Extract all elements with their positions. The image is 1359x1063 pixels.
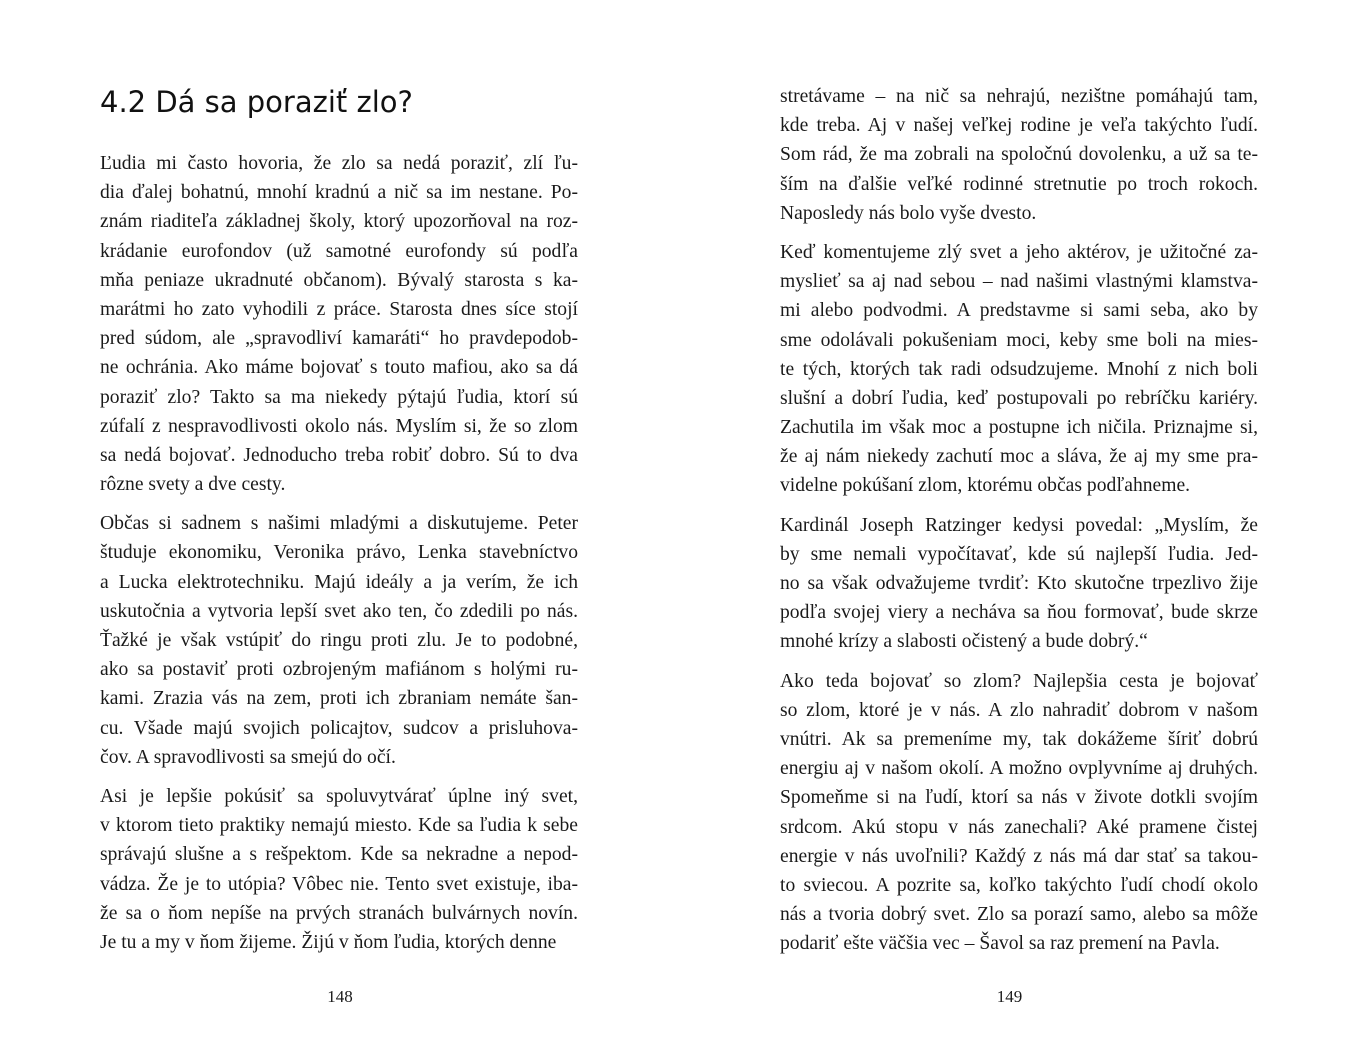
text-line: pred súdom, ale „spravodliví kamaráti“ ho pravdepodob- [100,328,578,350]
paragraph [100,149,578,499]
text-line: vnútri. Ak sa premeníme my, tak dokážeme šíriť dobrú [780,728,1258,750]
paragraph-gap [780,228,1258,238]
text-line: energiu aj v našom okolí. A možno ovplyvníme aj druhých. [780,758,1258,780]
text-line: že sa o ňom nepíše na prvých stranách bulvárnych novín. [100,902,578,924]
paragraph-gap [780,501,1258,511]
text-line: marátmi ho zato vyhodili z práce. Starosta dnes síce stojí [100,298,578,320]
text-line: by sme nemali vypočítavať, kde sú najlepší ľudia. Jed- [780,543,1258,565]
text-line: Asi je lepšie pokúsiť sa spoluvytvárať úplne iný svet, [100,785,578,807]
text-line: te tých, ktorých tak radi odsudzujeme. Mnohí z nich boli [780,358,1258,380]
paragraph [780,511,1258,657]
text-line: kde treba. Aj v našej veľkej rodine je veľa takýchto ľudí. [780,115,1258,137]
right-page [680,0,1359,1063]
text-line: v ktorom tieto praktiky nemajú miesto. Kde sa ľudia k sebe [100,815,578,837]
text-line: to sviecou. A pozrite sa, koľko takýchto ľudí chodí okolo [780,874,1258,896]
paragraph-gap [100,772,578,782]
text-line: mi alebo podvodmi. A predstavme si sami seba, ako by [780,300,1258,322]
text-line: Ako teda bojovať so zlom? Najlepšia cesta je bojovať [780,670,1258,692]
text-line: ne ochránia. Ako máme bojovať s touto mafiou, ako sa dá [100,357,578,379]
text-line: kami. Zrazia vás na zem, proti ich zbraniam nemáte šan- [100,688,578,710]
text-line: slušní a dobrí ľudia, keď postupovali po rebríčku kariéry. [780,387,1258,409]
text-line: podariť ešte väčšia vec – Šavol sa raz premení na Pavla. [780,933,1220,955]
text-line: uskutočnia a vytvoria lepší svet ako ten, čo zdedili po nás. [100,600,578,622]
text-line: cu. Všade majú svojich policajtov, sudcov a prisluhova- [100,717,578,739]
page-number-right: 149 [996,987,1023,1006]
paragraph [780,667,1258,959]
text-line: poraziť zlo? Takto sa ma niekedy pýtajú ľudia, ktorí sú [100,386,578,408]
paragraph [100,782,578,957]
text-line: správajú slušne a s rešpektom. Kde sa nekradne a nepod- [100,844,578,866]
text-line: Som rád, že ma zobrali na spoločnú dovolenku, a už sa te- [780,144,1258,166]
paragraph-gap [780,657,1258,667]
text-line: mňa peniaze ukradnuté občanom). Bývalý starosta s ka- [100,269,578,291]
text-line: Spomeňme si na ľudí, ktorí sa nás v živote dotkli svojím [780,787,1258,809]
text-line: Zachutila im však moc a postupne ich ničila. Priznajme si, [780,417,1258,439]
text-line: sa nedá bojovať. Jednoducho treba robiť dobro. Sú to dva [100,444,578,466]
text-line: mnohé krízy a slabosti očistený a bude dobrý.“ [780,631,1148,653]
text-line: nás a tvoria dobrý svet. Zlo sa porazí samo, alebo sa môže [780,904,1258,926]
text-line: ším na ďalšie veľké rodinné stretnutie po troch rokoch. [780,173,1258,195]
text-line: dia ďalej bohatnú, mnohí kradnú a nič sa im nestane. Po- [100,182,578,204]
right-page-text [780,82,1258,958]
text-line: krádanie eurofondov (už samotné eurofondy sú podľa [100,240,578,262]
text-line: myslieť sa aj nad sebou – nad našimi vlastnými klamstva- [780,271,1258,293]
text-line: že aj nám niekedy zachutí moc a sláva, že aj my sme pra- [780,446,1258,468]
text-line: no sa však odvažujeme tvrdiť: Kto skutočne trpezlivo žije [780,573,1258,594]
text-line: rôzne svety a dve cesty. [100,474,286,496]
text-line: Ťažké je však vstúpiť do ringu proti zlu. Je to podobné, [100,630,578,651]
left-page-text [100,149,578,957]
text-line: energie v nás uvoľnili? Každý z nás má dar stať sa takou- [780,845,1258,867]
text-line: a Lucka elektrotechniku. Majú ideály a ja verím, že ich [100,571,578,593]
paragraph-gap [100,499,578,509]
text-line: zúfalí z nespravodlivosti okolo nás. Myslím si, že so zlom [100,415,578,437]
text-line: Kardinál Joseph Ratzinger kedysi povedal: „Myslím, že [780,514,1258,536]
text-line: znám riaditeľa základnej školy, ktorý upozorňoval na roz- [100,211,578,233]
text-line: študuje ekonomiku, Veronika právo, Lenka stavebníctvo [100,542,578,564]
page-number-left: 148 [327,987,353,1006]
text-line: podľa svojej viery a necháva sa ňou formovať, bude skrze [780,602,1258,624]
text-line: vádza. Že je to utópia? Vôbec nie. Tento svet existuje, iba- [100,873,578,895]
text-line: videlne pokúšaní zlom, ktorému občas podľahneme. [780,475,1191,497]
text-line: sme odolávali pokušeniam moci, keby sme boli na mies- [780,329,1258,351]
paragraph [780,82,1258,228]
paragraph [780,238,1258,501]
text-line: čov. A spravodlivosti sa smejú do očí. [100,746,396,768]
text-line: Naposledy nás bolo vyše dvesto. [780,202,1037,224]
text-line: stretávame – na nič sa nehrajú, nezištne pomáhajú tam, [780,86,1258,107]
text-line: Je tu a my v ňom žijeme. Žijú v ňom ľudia, ktorých denne [100,931,557,953]
text-line: so zlom, ktoré je v nás. A zlo nahradiť dobrom v našom [780,699,1258,721]
chapter-title: 4.2 Dá sa poraziť zlo? [100,85,413,119]
text-line: Ľudia mi často hovoria, že zlo sa nedá poraziť, zlí ľu- [100,153,578,174]
text-line: Keď komentujeme zlý svet a jeho aktérov, je užitočné za- [780,241,1258,263]
text-line: srdcom. Akú stopu v nás zanechali? Aké pramene čistej [780,816,1258,838]
text-line: Občas si sadnem s našimi mladými a diskutujeme. Peter [100,513,578,535]
paragraph [100,509,578,772]
text-line: ako sa postaviť proti ozbrojeným mafiánom s holými ru- [100,659,578,681]
